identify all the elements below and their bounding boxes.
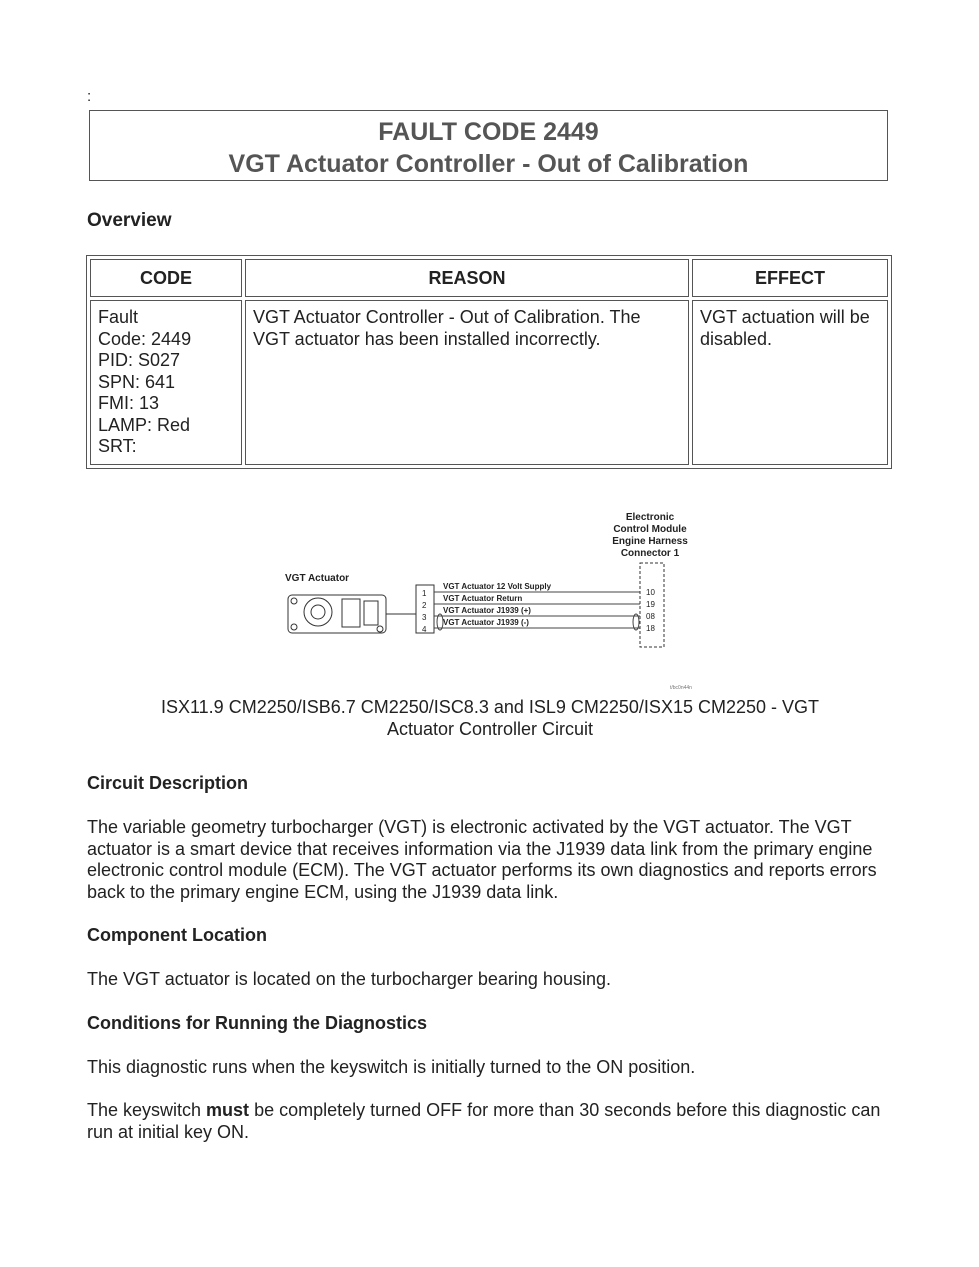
conditions-text: This diagnostic runs when the keyswitch is initially turned to the ON position. xyxy=(87,1057,696,1077)
diagram-reference-code: t/bc0n44n xyxy=(670,685,692,691)
code-line: Fault xyxy=(98,307,139,327)
fault-code-title: FAULT CODE 2449 xyxy=(378,118,599,146)
left-pin: 1 xyxy=(422,589,427,598)
right-pin: 18 xyxy=(646,624,655,633)
component-location-heading: Component Location xyxy=(87,925,267,945)
code-line: Code: 2449 xyxy=(98,328,192,349)
code-line: PID: S027 xyxy=(98,350,181,370)
right-pin: 08 xyxy=(646,612,655,621)
fault-title-box xyxy=(89,110,888,181)
keyswitch-note-emphasis: must xyxy=(206,1100,250,1120)
code-cell xyxy=(90,300,242,465)
header-effect: EFFECT xyxy=(692,259,888,297)
stray-colon: : xyxy=(87,88,92,105)
circuit-description-text: The variable geometry turbocharger (VGT) is electronic activated by the VGT actuator. The VGT actuator is a smart device that receives information via the J1939 data link from the primary engine electronic control module (ECM). The VGT actuator performs its own diagnostics and reports errors back to the primary engine ECM, using the J1939 data link. xyxy=(87,817,877,902)
overview-heading: Overview xyxy=(87,210,172,231)
wire-label: VGT Actuator J1939 (+) xyxy=(443,606,531,615)
fault-code-subtitle: VGT Actuator Controller - Out of Calibration xyxy=(228,150,749,178)
right-pin: 19 xyxy=(646,600,655,609)
reason-cell: VGT Actuator Controller - Out of Calibration. The VGT actuator has been installed incorrectly. xyxy=(245,300,689,465)
diagram-caption: ISX11.9 CM2250/ISB6.7 CM2250/ISC8.3 and ISL9 CM2250/ISX15 CM2250 - VGT Actuator Controller Circuit xyxy=(160,697,820,739)
left-pin: 4 xyxy=(422,625,427,634)
code-line: LAMP: Red xyxy=(98,414,191,435)
ecm-label-line: Connector 1 xyxy=(620,548,680,559)
circuit-description-heading: Circuit Description xyxy=(87,773,249,793)
code-line: FMI: 13 xyxy=(98,393,160,413)
left-pin: 2 xyxy=(422,601,427,610)
fault-table xyxy=(86,255,892,469)
table-header-row xyxy=(90,259,888,297)
left-pin: 3 xyxy=(422,613,427,622)
wire-label: VGT Actuator J1939 (-) xyxy=(443,618,529,627)
table-row xyxy=(90,300,888,465)
wire-label: VGT Actuator 12 Volt Supply xyxy=(443,582,552,591)
code-line: SRT: xyxy=(98,436,137,456)
actuator-label: VGT Actuator xyxy=(285,573,350,584)
component-location-text: The VGT actuator is located on the turbocharger bearing housing. xyxy=(87,969,611,989)
right-pin: 10 xyxy=(646,588,655,597)
actuator-drawing xyxy=(288,595,416,633)
ecm-label-line: Electronic xyxy=(625,512,675,523)
code-line: SPN: 641 xyxy=(98,371,176,392)
header-reason: REASON xyxy=(245,259,689,297)
ecm-label-line: Engine Harness xyxy=(612,536,688,547)
header-code: CODE xyxy=(90,259,242,297)
wire-label: VGT Actuator Return xyxy=(443,594,523,603)
conditions-heading: Conditions for Running the Diagnostics xyxy=(87,1013,427,1033)
circuit-diagram xyxy=(280,505,700,655)
keyswitch-note-start: The keyswitch xyxy=(87,1100,207,1120)
keyswitch-note xyxy=(87,1100,887,1143)
keyswitch-note-end: be completely turned OFF for more than 30 seconds before this diagnostic can run at initial key ON. xyxy=(87,1100,881,1142)
ecm-label-line: Control Module xyxy=(613,524,687,535)
effect-cell: VGT actuation will be disabled. xyxy=(692,300,888,465)
